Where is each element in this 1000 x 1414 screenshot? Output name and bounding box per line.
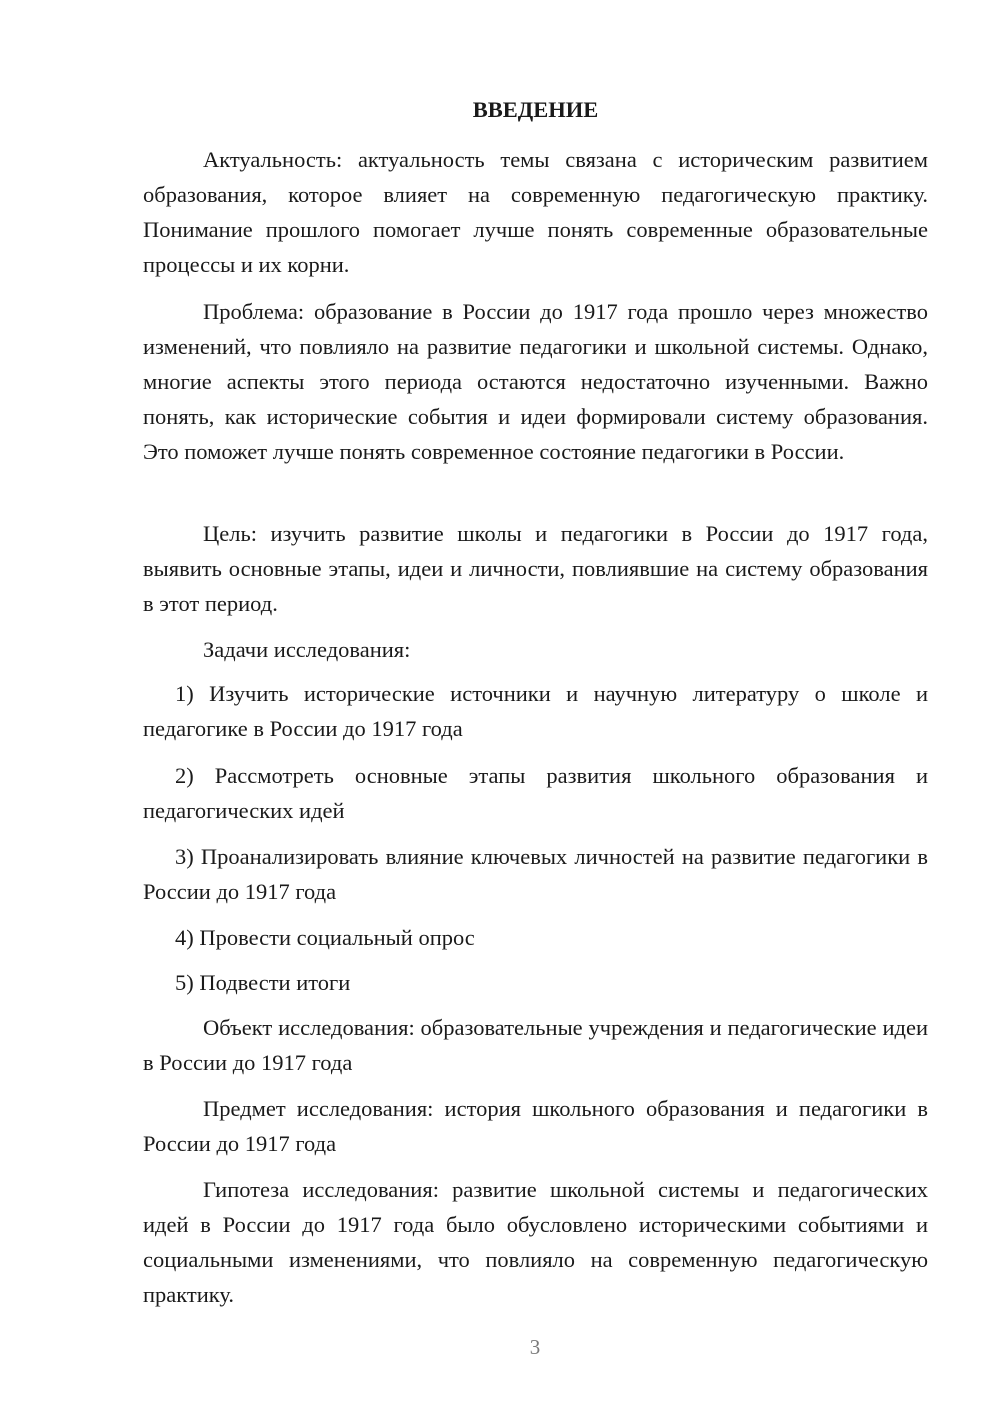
task-item-3: 3) Проанализировать влияние ключевых личностей на развитие педагогики в России до 1917 года <box>143 844 928 904</box>
object-paragraph: Объект исследования: образовательные учреждения и педагогические идеи в России до 1917 года <box>143 1015 928 1075</box>
goal-paragraph: Цель: изучить развитие школы и педагогики в России до 1917 года, выявить основные этапы, идеи и личности, повлиявшие на систему образования в этот период. <box>143 521 928 616</box>
page-number: 3 <box>529 1335 541 1359</box>
subject-paragraph: Предмет исследования: история школьного образования и педагогики в России до 1917 года <box>143 1096 928 1156</box>
hypothesis-paragraph: Гипотеза исследования: развитие школьной системы и педагогических идей в России до 1917 года было обусловлено историческими событиями и социальными изменениями, что повлияло на современную педагогическую практику. <box>143 1177 928 1307</box>
task-item-2: 2) Рассмотреть основные этапы развития школьного образования и педагогических идей <box>143 763 928 823</box>
task-item-1: 1) Изучить исторические источники и научную литературу о школе и педагогике в России до 1917 года <box>143 681 928 741</box>
task-item-4: 4) Провести социальный опрос <box>175 925 475 950</box>
document-title: ВВЕДЕНИЕ <box>472 97 599 122</box>
task-item-5: 5) Подвести итоги <box>175 970 351 995</box>
problem-paragraph: Проблема: образование в России до 1917 года прошло через множество изменений, что повлияло на развитие педагогики и школьной системы. Однако, многие аспекты этого периода остаются недостаточно изученными. Важно понять, как исторические события и идеи формировали систему образования. Это поможет лучше понять современное состояние педагогики в России. <box>143 299 928 464</box>
relevance-paragraph: Актуальность: актуальность темы связана с историческим развитием образования, которое влияет на современную педагогическую практику. Понимание прошлого помогает лучше понять современные образовательные процессы и их корни. <box>143 147 928 277</box>
tasks-heading: Задачи исследования: <box>203 637 411 662</box>
